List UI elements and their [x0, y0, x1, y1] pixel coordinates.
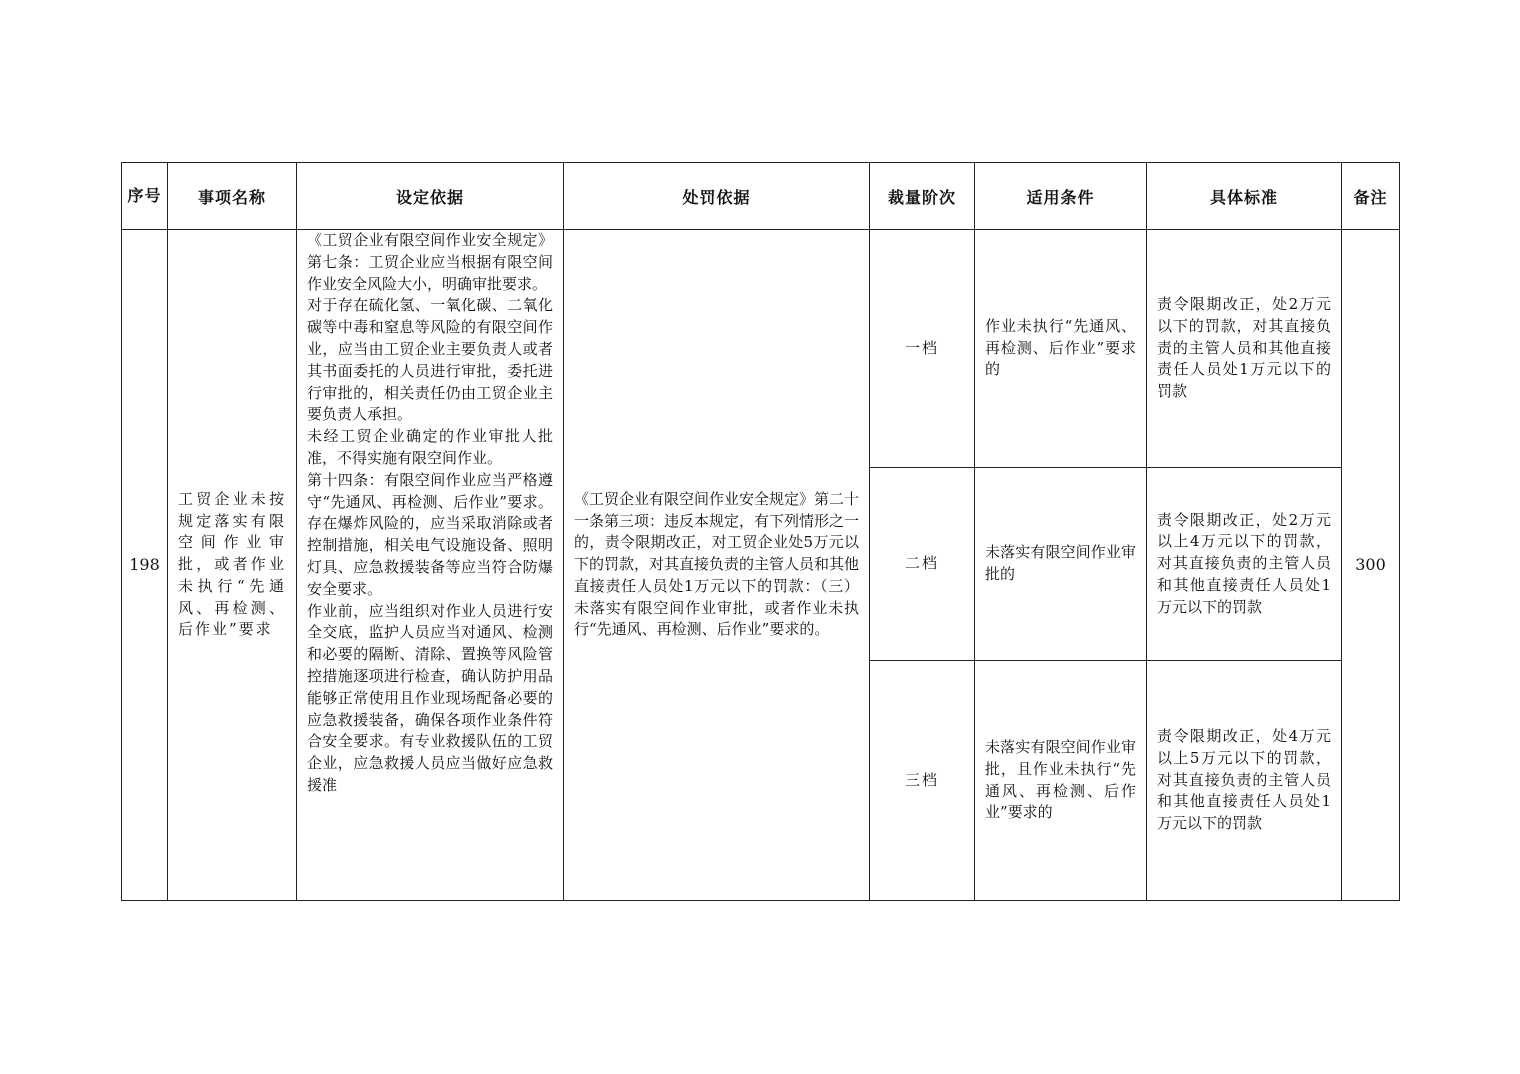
basis-paragraph: 《工贸企业有限空间作业安全规定》第七条：工贸企业应当根据有限空间作业安全风险大小，明确审批要求。 — [307, 231, 553, 293]
basis-paragraph: 对于存在硫化氢、一氧化碳、二氧化碳等中毒和窒息等风险的有限空间作业，应当由工贸企业主要负责人或者其书面委托的人员进行审批，委托进行审批的，相关责任仍由工贸企业主要负责人承担。 — [307, 296, 553, 424]
table-header-row — [122, 163, 1400, 230]
header-seq: 序号 — [122, 163, 168, 230]
level-cell: 二档 — [870, 468, 975, 661]
item-basis — [297, 230, 564, 901]
basis-paragraph: 未经工贸企业确定的作业审批人批准，不得实施有限空间作业。 — [307, 427, 553, 467]
penalty-standard-sheet — [121, 162, 1399, 901]
standard-cell: 责令限期改正，处2万元以上4万元以下的罚款，对其直接负责的主管人员和其他直接责任人员处1万元以下的罚款 — [1147, 468, 1342, 661]
condition-cell: 未落实有限空间作业审批的 — [975, 468, 1147, 661]
basis-text-block — [307, 230, 553, 900]
item-remark: 300 — [1342, 230, 1400, 901]
header-penalty-basis: 处罚依据 — [564, 163, 870, 230]
item-name: 工贸企业未按规定落实有限空间作业审批，或者作业未执行“先通风、再检测、后作业”要求 — [168, 230, 297, 901]
level-cell: 三档 — [870, 661, 975, 901]
condition-cell: 未落实有限空间作业审批，且作业未执行“先通风、再检测、后作业”要求的 — [975, 661, 1147, 901]
penalty-table — [121, 162, 1400, 901]
header-remark: 备注 — [1342, 163, 1400, 230]
header-basis: 设定依据 — [297, 163, 564, 230]
header-level: 裁量阶次 — [870, 163, 975, 230]
condition-cell: 作业未执行“先通风、再检测、后作业”要求的 — [975, 230, 1147, 468]
header-standard: 具体标准 — [1147, 163, 1342, 230]
item-seq: 198 — [122, 230, 168, 901]
table-row — [122, 230, 1400, 468]
standard-cell: 责令限期改正，处2万元以下的罚款，对其直接负责的主管人员和其他直接责任人员处1万元以下的罚款 — [1147, 230, 1342, 468]
basis-paragraph: 作业前，应当组织对作业人员进行安全交底，监护人员应当对通风、检测和必要的隔断、清除、置换等风险管控措施逐项进行检查，确认防护用品能够正常使用且作业现场配备必要的应急救援装备，确保各项作业条件符合安全要求。有专业救援队伍的工贸企业，应急救援人员应当做好应急救援准 — [307, 601, 553, 794]
header-name: 事项名称 — [168, 163, 297, 230]
level-cell: 一档 — [870, 230, 975, 468]
item-penalty-basis: 《工贸企业有限空间作业安全规定》第二十一条第三项：违反本规定，有下列情形之一的，责令限期改正，对工贸企业处5万元以下的罚款，对其直接负责的主管人员和其他直接责任人员处1万元以下的罚款：（三）未落实有限空间作业审批，或者作业未执行“先通风、再检测、后作业”要求的。 — [564, 230, 870, 901]
basis-paragraph: 第十四条：有限空间作业应当严格遵守“先通风、再检测、后作业”要求。存在爆炸风险的，应当采取消除或者控制措施，相关电气设施设备、照明灯具、应急救援装备等应当符合防爆安全要求。 — [307, 470, 553, 598]
standard-cell: 责令限期改正，处4万元以上5万元以下的罚款，对其直接负责的主管人员和其他直接责任人员处1万元以下的罚款 — [1147, 661, 1342, 901]
header-condition: 适用条件 — [975, 163, 1147, 230]
